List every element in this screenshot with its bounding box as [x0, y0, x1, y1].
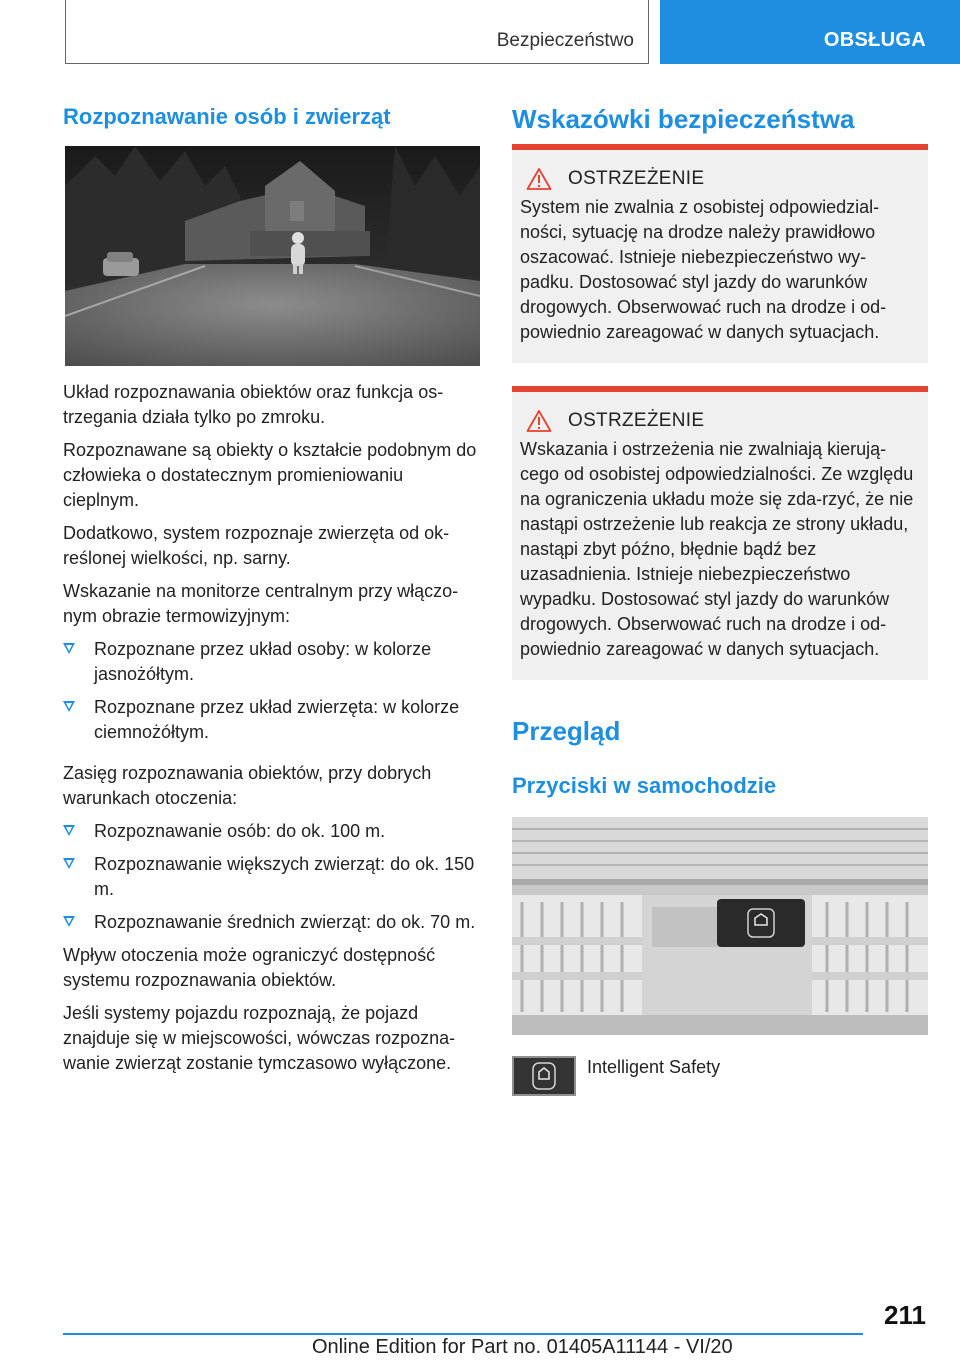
list-item: Rozpoznawanie większych zwierząt: do ok. 150 m.	[63, 852, 483, 902]
warning-title: OSTRZEŻENIE	[568, 168, 705, 189]
car-buttons-image	[512, 817, 928, 1035]
header-chapter-label: OBSŁUGA	[823, 29, 926, 51]
section-heading-safety: Wskazówki bezpieczeństwa	[512, 104, 855, 134]
list-item: Rozpoznawanie średnich zwierząt: do ok. 70 m.	[63, 910, 483, 935]
intelligent-safety-button-icon	[512, 1056, 576, 1096]
paragraph: Jeśli systemy pojazdu rozpoznają, że pojazd znajduje się w miejscowości, wówczas rozpozna-wanie zwierząt zostanie tymczasowo wyłączone.	[63, 1003, 456, 1073]
paragraph: Rozpoznawane są obiekty o kształcie podobnym do człowieka o dostatecznym promieniowaniu cieplnym.	[63, 440, 477, 510]
section-heading-recognition: Rozpoznawanie osób i zwierząt	[63, 104, 391, 129]
paragraph: Wpływ otoczenia może ograniczyć dostępność systemu rozpoznawania obiektów.	[63, 945, 436, 990]
button-label: Intelligent Safety	[587, 1057, 721, 1077]
warning-title-row	[520, 166, 920, 191]
header-section-box	[65, 0, 649, 64]
paragraph: Wskazanie na monitorze centralnym przy włączo-nym obrazie termowizyjnym:	[63, 581, 459, 626]
left-column-body	[63, 380, 483, 1084]
warning-text: System nie zwalnia z osobistej odpowiedzial-ności, sytuację na drodze należy prawidłowo oszacować. Istnieje niebezpieczeństwo wy-padku. Dostosować styl jazdy do warunków drogowych. Obserwować ruch na drodze i od-powiednio zareagować w danych sytuacjach.	[520, 197, 887, 342]
warning-box	[512, 144, 928, 363]
list-item: Rozpoznawanie osób: do ok. 100 m.	[63, 819, 483, 844]
header-section-title: Bezpieczeństwo	[496, 30, 634, 51]
night-vision-image	[65, 146, 480, 366]
footer-edition: Online Edition for Part no. 01405A11144 - VI/20	[312, 1336, 733, 1358]
list-item: Rozpoznane przez układ zwierzęta: w kolorze ciemnożółtym.	[63, 695, 483, 745]
subsection-heading-buttons: Przyciski w samochodzie	[512, 773, 777, 798]
paragraph: Zasięg rozpoznawania obiektów, przy dobrych warunkach otoczenia:	[63, 763, 432, 808]
triangle-bullet-icon	[63, 858, 75, 869]
section-heading-overview: Przegląd	[512, 716, 621, 746]
list-item: Rozpoznane przez układ osoby: w kolorze jasnożółtym.	[63, 637, 483, 687]
warning-triangle-icon	[526, 167, 552, 191]
triangle-bullet-icon	[63, 701, 75, 712]
paragraph: Układ rozpoznawania obiektów oraz funkcja os-trzegania działa tylko po zmroku.	[63, 382, 444, 427]
footer-divider	[63, 1333, 863, 1335]
page-number: 211	[884, 1300, 926, 1330]
warning-box	[512, 386, 928, 680]
paragraph: Dodatkowo, system rozpoznaje zwierzęta od ok-reślonej wielkości, np. sarny.	[63, 523, 450, 568]
triangle-bullet-icon	[63, 643, 75, 654]
warning-text: Wskazania i ostrzeżenia nie zwalniają kierują-cego od osobistej odpowiedzialności. Ze względu na ograniczenia układu może się zda-rzyć, że nie nastąpi ostrzeżenie lub reakcja ze strony układu, nastąpi zbyt późno, błędnie bądź bez uzasadnienia. Istnieje niebezpieczeństwo wypadku. Dostosować styl jazdy do warunków drogowych. Obserwować ruch na drodze i od-powiednio zareagować w danych sytuacjach.	[520, 439, 914, 659]
warning-triangle-icon	[526, 409, 552, 433]
triangle-bullet-icon	[63, 825, 75, 836]
triangle-bullet-icon	[63, 916, 75, 927]
header-chapter-tab[interactable]	[660, 0, 960, 64]
warning-title: OSTRZEŻENIE	[568, 410, 705, 431]
warning-title-row	[520, 408, 920, 433]
